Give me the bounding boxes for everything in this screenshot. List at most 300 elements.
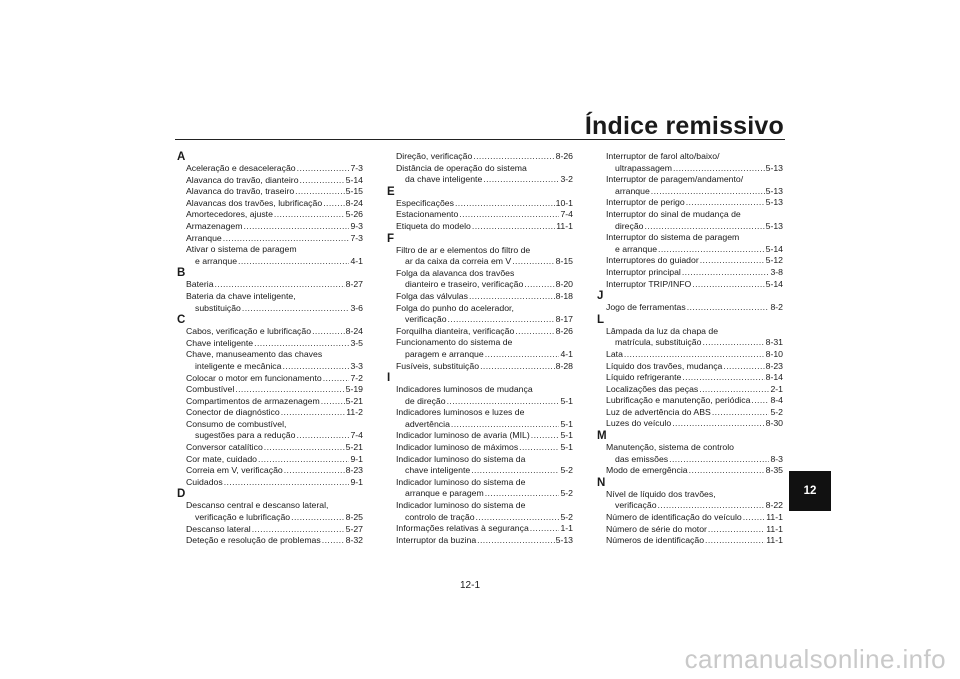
index-entry-page: 5-13: [765, 220, 783, 231]
dot-leader: [682, 372, 764, 384]
index-entry-text: controlo de tração: [405, 511, 475, 522]
dot-leader: [476, 512, 560, 524]
index-entry-page: 8-25: [345, 512, 363, 523]
index-entry-page: 2-1: [770, 383, 783, 394]
dot-leader: [682, 267, 770, 279]
index-entry[interactable]: [387, 151, 573, 163]
dot-leader: [519, 442, 559, 454]
index-entry-text: Interruptor TRIP/INFO: [606, 278, 692, 289]
index-entry-page: 11-2: [346, 407, 363, 418]
index-entry[interactable]: [177, 279, 363, 291]
index-entry-text: inteligente e mecânica: [195, 360, 282, 371]
index-entry-page: 5-1: [560, 442, 573, 453]
dot-leader: [686, 197, 765, 209]
dot-leader: [705, 535, 765, 547]
index-entry[interactable]: [597, 361, 783, 373]
index-entry-text: verificação: [615, 500, 657, 511]
dot-leader: [515, 326, 554, 338]
index-entry[interactable]: [387, 407, 573, 430]
index-entry[interactable]: [597, 349, 783, 361]
title-divider: [175, 139, 785, 140]
index-entry-page: 5-21: [345, 395, 363, 406]
index-entry-page: 8-15: [555, 256, 573, 267]
index-entry[interactable]: [597, 267, 783, 279]
index-entry[interactable]: [387, 209, 573, 221]
index-column-3: [597, 151, 783, 547]
index-entry-page: 8-3: [770, 453, 783, 464]
dot-leader: [312, 326, 345, 338]
dot-leader: [689, 465, 765, 477]
dot-leader: [258, 454, 349, 466]
index-entry-page: 4-1: [560, 348, 573, 359]
index-entry-text: Colocar o motor em funcionamento: [186, 372, 322, 383]
index-entry-text: e arranque: [615, 243, 658, 254]
index-entry-text: Jogo de ferramentas: [606, 302, 686, 313]
dot-leader: [687, 302, 770, 314]
index-entry[interactable]: [177, 524, 363, 536]
dot-leader: [215, 279, 345, 291]
index-entry-text: Cuidados: [186, 476, 223, 487]
index-entry-text: das emissões: [615, 453, 669, 464]
index-entry-page: 8-31: [765, 337, 783, 348]
index-entry-page: 5-19: [345, 384, 363, 395]
index-entry[interactable]: [177, 198, 363, 210]
index-entry-text: Interruptor principal: [606, 266, 681, 277]
index-entry[interactable]: [597, 535, 783, 547]
dot-leader: [323, 373, 350, 385]
index-entry[interactable]: [177, 175, 363, 187]
dot-leader: [242, 303, 350, 315]
index-entry-page: 9-1: [350, 453, 363, 464]
index-entry-page: 5-13: [765, 162, 783, 173]
index-entry[interactable]: [177, 396, 363, 408]
index-entry-page: 11-1: [766, 523, 783, 534]
dot-leader: [473, 151, 554, 163]
dot-leader: [469, 291, 555, 303]
dot-leader: [658, 244, 765, 256]
dot-leader: [455, 198, 555, 210]
dot-leader: [235, 384, 344, 396]
index-entry-text: de direção: [405, 395, 446, 406]
index-entry-text: Luzes do veículo: [606, 418, 672, 429]
index-entry-text: Alavanca do travão, traseiro: [186, 186, 295, 197]
index-entry-text: verificação e lubrificação: [195, 512, 291, 523]
index-entry[interactable]: [387, 163, 573, 186]
index-entry-page: 11-1: [766, 535, 783, 546]
index-entry[interactable]: [177, 407, 363, 419]
index-entry[interactable]: [177, 186, 363, 198]
index-letter-heading: M: [597, 430, 607, 443]
index-entry-page: 8-4: [770, 395, 783, 406]
index-entry-page: 8-30: [765, 418, 783, 429]
dot-leader: [254, 338, 349, 350]
index-entry-page: 8-32: [345, 535, 363, 546]
index-entry-page: 8-20: [555, 279, 573, 290]
index-entry[interactable]: [387, 535, 573, 547]
dot-leader: [291, 512, 344, 524]
index-entry-text: Consumo de combustível,: [186, 418, 287, 429]
dot-leader: [451, 419, 560, 431]
index-entry[interactable]: [177, 163, 363, 175]
index-entry-text: Forquilha dianteira, verificação: [396, 325, 515, 336]
index-entry[interactable]: [387, 500, 573, 523]
index-entry[interactable]: [177, 326, 363, 338]
dot-leader: [700, 255, 765, 267]
index-entry-page: 3-5: [350, 337, 363, 348]
index-entry-page: 9-1: [350, 476, 363, 487]
index-entry-page: 5-2: [560, 511, 573, 522]
index-entry-page: 5-1: [560, 418, 573, 429]
dot-leader: [723, 361, 764, 373]
dot-leader: [531, 430, 560, 442]
index-entry[interactable]: [597, 418, 783, 430]
index-entry-text: Número de identificação do veículo: [606, 512, 742, 523]
index-entry[interactable]: [387, 291, 573, 303]
index-letter-heading: L: [597, 313, 605, 326]
index-entry-page: 5-2: [560, 465, 573, 476]
index-entry-text: arranque: [615, 185, 650, 196]
index-entry-text: Indicador luminoso do sistema da: [396, 453, 526, 464]
index-entry[interactable]: [177, 221, 363, 233]
index-entry-text: Líquido refrigerante: [606, 372, 682, 383]
index-entry[interactable]: [597, 174, 783, 197]
index-entry-page: 3-2: [560, 174, 573, 185]
index-entry-page: 8-23: [345, 465, 363, 476]
index-entry-text: Lâmpada da luz da chapa de: [606, 325, 719, 336]
index-entry-page: 9-3: [350, 220, 363, 231]
index-entry[interactable]: [597, 151, 783, 174]
dot-leader: [743, 512, 766, 524]
index-entry[interactable]: [597, 384, 783, 396]
dot-leader: [692, 279, 764, 291]
dot-leader: [244, 221, 350, 233]
index-entry[interactable]: [177, 500, 363, 523]
index-entry-text: Ativar o sistema de paragem: [186, 244, 297, 255]
index-entry-text: Descanso central e descanso lateral,: [186, 500, 329, 511]
index-entry[interactable]: [387, 337, 573, 360]
index-entry-text: arranque e paragem: [405, 488, 484, 499]
index-entry-text: Cor mate, cuidado: [186, 453, 257, 464]
index-entry-text: Manutenção, sistema de controlo: [606, 442, 734, 453]
index-entry[interactable]: [597, 442, 783, 465]
index-entry-page: 8-35: [765, 465, 783, 476]
dot-leader: [223, 233, 350, 245]
index-entry-text: Modo de emergência: [606, 465, 688, 476]
index-entry-text: Etiqueta do modelo: [396, 220, 471, 231]
index-letter-heading: E: [387, 185, 395, 198]
index-entry[interactable]: [177, 535, 363, 547]
index-entry-page: 8-14: [765, 372, 783, 383]
dot-leader: [702, 337, 764, 349]
index-entry-page: 8-10: [765, 348, 783, 359]
index-entry-text: Filtro de ar e elementos do filtro de: [396, 244, 531, 255]
index-entry[interactable]: [177, 419, 363, 442]
index-entry-text: e arranque: [195, 255, 238, 266]
index-entry-text: Nível de líquido dos travões,: [606, 488, 716, 499]
dot-leader: [530, 523, 560, 535]
dot-leader: [224, 477, 350, 489]
index-entry-text: advertência: [405, 418, 450, 429]
index-entry-text: Interruptores do guiador: [606, 255, 699, 266]
index-entry-text: Folga da alavanca dos travões: [396, 267, 515, 278]
index-entry-page: 7-4: [560, 209, 573, 220]
index-entry-text: Indicador luminoso do sistema de: [396, 500, 526, 511]
index-entry[interactable]: [597, 512, 783, 524]
dot-leader: [651, 186, 765, 198]
index-column-1: [177, 151, 363, 547]
index-entry-text: substituição: [195, 302, 241, 313]
index-entry-text: sugestões para a redução: [195, 430, 296, 441]
index-entry-text: Líquido dos travões, mudança: [606, 360, 723, 371]
index-entry-text: Distância de operação do sistema: [396, 162, 527, 173]
index-entry[interactable]: [597, 232, 783, 255]
index-entry-text: Indicadores luminosos de mudança: [396, 384, 533, 395]
index-entry-page: 8-2: [770, 302, 783, 313]
watermark: carmanualsonline.info: [684, 644, 946, 674]
index-entry[interactable]: [387, 454, 573, 477]
index-entry[interactable]: [387, 361, 573, 373]
index-entry[interactable]: [177, 338, 363, 350]
dot-leader: [471, 465, 559, 477]
index-entry-text: matrícula, substituição: [615, 337, 702, 348]
index-entry-text: Números de identificação: [606, 535, 705, 546]
index-entry-page: 8-17: [555, 314, 573, 325]
index-entry-page: 4-1: [350, 255, 363, 266]
index-entry-text: Arranque: [186, 232, 222, 243]
index-entry-page: 8-24: [345, 197, 363, 208]
index-entry-text: Interruptor do sistema de paragem: [606, 232, 740, 243]
dot-leader: [284, 465, 345, 477]
index-entry[interactable]: [597, 372, 783, 384]
page-title: Índice remissivo: [584, 112, 784, 140]
index-entry-text: Interruptor do sinal de mudança de: [606, 208, 741, 219]
index-entry-text: Interruptor de farol alto/baixo/: [606, 151, 720, 161]
index-letter-heading: J: [597, 290, 604, 303]
dot-leader: [708, 524, 765, 536]
index-entry[interactable]: [387, 245, 573, 268]
index-entry-page: 7-3: [350, 163, 363, 173]
index-entry[interactable]: [177, 244, 363, 267]
index-entry-page: 3-8: [770, 266, 783, 277]
dot-leader: [485, 349, 560, 361]
index-entry-text: Folga do punho do acelerador,: [396, 302, 514, 313]
dot-leader: [447, 396, 560, 408]
dot-leader: [712, 407, 770, 419]
dot-leader: [669, 454, 769, 466]
index-entry[interactable]: [597, 255, 783, 267]
index-entry-text: Lubrificação e manutenção, periódica: [606, 395, 751, 406]
index-letter-heading: B: [177, 267, 186, 280]
dot-leader: [238, 256, 349, 268]
index-entry-text: Interruptor da buzina: [396, 534, 477, 545]
dot-leader: [282, 361, 349, 373]
index-entry-page: 7-2: [350, 372, 363, 383]
index-entry-page: 1-1: [560, 523, 573, 534]
index-entry-text: Alavancas dos travões, lubrificação: [186, 197, 323, 208]
dot-leader: [281, 407, 346, 419]
index-entry-page: 5-2: [560, 488, 573, 499]
dot-leader: [485, 488, 560, 500]
index-entry-page: 8-28: [555, 360, 573, 371]
index-entry-page: 8-22: [765, 500, 783, 511]
index-letter-heading: I: [387, 372, 391, 385]
dot-leader: [512, 256, 554, 268]
index-entry[interactable]: [597, 197, 783, 209]
index-entry-page: 3-6: [350, 302, 363, 313]
index-entry-text: Compartimentos de armazenagem: [186, 395, 320, 406]
dot-leader: [323, 198, 344, 210]
index-entry[interactable]: [177, 373, 363, 385]
index-letter-heading: C: [177, 314, 186, 327]
dot-leader: [459, 209, 559, 221]
index-entry-text: dianteiro e traseiro, verificação: [405, 279, 524, 290]
index-entry-page: 8-24: [345, 326, 363, 337]
index-entry-page: 8-23: [765, 360, 783, 371]
index-entry-text: direção: [615, 220, 644, 231]
index-entry-text: Bateria: [186, 279, 214, 290]
index-entry-text: Conversor catalítico: [186, 442, 263, 453]
index-entry-page: 5-2: [770, 406, 783, 417]
index-entry[interactable]: [387, 221, 573, 233]
index-entry-text: Especificações: [396, 197, 454, 208]
index-entry[interactable]: [177, 442, 363, 454]
index-entry[interactable]: [387, 326, 573, 338]
dot-leader: [321, 396, 345, 408]
index-entry[interactable]: [597, 279, 783, 291]
dot-leader: [645, 221, 765, 233]
dot-leader: [274, 209, 345, 221]
index-entry-text: Correia em V, verificação: [186, 465, 283, 476]
dot-leader: [472, 221, 555, 233]
index-entry-page: 8-27: [345, 279, 363, 290]
index-letter-heading: D: [177, 488, 186, 501]
index-entry-text: Cabos, verificação e lubrificação: [186, 326, 312, 337]
index-entry[interactable]: [597, 302, 783, 314]
chapter-tab[interactable]: 12: [789, 471, 831, 511]
index-entry[interactable]: [177, 209, 363, 221]
dot-leader: [658, 500, 765, 512]
dot-leader: [524, 279, 554, 291]
index-entry-text: chave inteligente: [405, 465, 471, 476]
index-entry-text: Direção, verificação: [396, 151, 473, 161]
index-entry[interactable]: [597, 326, 783, 349]
index-entry-page: 5-13: [555, 534, 573, 545]
index-entry-page: 5-21: [345, 442, 363, 453]
index-columns: [177, 151, 783, 571]
index-column-2: [387, 151, 573, 546]
index-entry-page: 5-13: [765, 197, 783, 208]
index-entry-text: Interruptor de perigo: [606, 197, 685, 208]
index-entry[interactable]: [597, 524, 783, 536]
index-entry-text: Amortecedores, ajuste: [186, 209, 273, 220]
index-entry-text: Indicadores luminosos e luzes de: [396, 407, 525, 418]
index-entry-text: Descanso lateral: [186, 523, 251, 534]
index-entry-text: Aceleração e desaceleração: [186, 163, 296, 173]
index-entry-page: 5-15: [345, 186, 363, 197]
index-entry[interactable]: [387, 268, 573, 291]
dot-leader: [297, 163, 350, 175]
dot-leader: [252, 524, 345, 536]
dot-leader: [295, 186, 344, 198]
index-entry-text: Informações relativas à segurança: [396, 523, 529, 534]
index-entry[interactable]: [177, 465, 363, 477]
index-entry-text: Folga das válvulas: [396, 290, 468, 301]
index-entry[interactable]: [387, 442, 573, 454]
index-entry-text: Deteção e resolução de problemas: [186, 535, 321, 546]
index-entry-text: Bateria da chave inteligente,: [186, 290, 296, 301]
index-entry[interactable]: [387, 303, 573, 326]
index-entry-text: Interruptor de paragem/andamento/: [606, 174, 744, 185]
index-entry-text: Armazenagem: [186, 220, 243, 231]
index-entry[interactable]: [177, 291, 363, 314]
index-entry-text: Indicador luminoso do sistema de: [396, 476, 526, 487]
index-entry[interactable]: [597, 489, 783, 512]
index-entry[interactable]: [387, 198, 573, 210]
index-entry-text: Estacionamento: [396, 209, 459, 220]
index-entry[interactable]: [177, 349, 363, 372]
dot-leader: [477, 535, 554, 547]
index-entry-text: Alavanca do travão, dianteiro: [186, 174, 299, 185]
index-entry-page: 5-1: [560, 430, 573, 441]
index-entry-page: 5-27: [345, 523, 363, 534]
dot-leader: [483, 174, 559, 186]
index-entry-page: 8-26: [555, 151, 573, 161]
index-entry[interactable]: [387, 523, 573, 535]
index-entry-page: 5-26: [345, 209, 363, 220]
page-number: 12-1: [460, 580, 481, 591]
index-entry-page: 5-14: [345, 174, 363, 185]
index-entry[interactable]: [387, 384, 573, 407]
dot-leader: [480, 361, 555, 373]
index-entry-text: Conector de diagnóstico: [186, 407, 280, 418]
index-entry-text: Número de série do motor: [606, 523, 707, 534]
index-entry-text: Chave inteligente: [186, 337, 254, 348]
dot-leader: [322, 535, 345, 547]
index-entry-page: 5-1: [560, 395, 573, 406]
index-entry-text: Localizações das peças: [606, 383, 699, 394]
index-entry[interactable]: [177, 454, 363, 466]
index-entry-text: Indicador luminoso de avaria (MIL): [396, 430, 530, 441]
dot-leader: [296, 430, 349, 442]
index-entry[interactable]: [387, 430, 573, 442]
index-entry[interactable]: [177, 477, 363, 489]
index-letter-heading: A: [177, 151, 186, 163]
index-entry-text: Luz de advertência do ABS: [606, 406, 711, 417]
index-entry-text: da chave inteligente: [405, 174, 483, 185]
index-entry[interactable]: [597, 395, 783, 407]
index-entry[interactable]: [597, 407, 783, 419]
index-entry[interactable]: [177, 384, 363, 396]
index-entry[interactable]: [597, 209, 783, 232]
index-entry-page: 5-12: [765, 255, 783, 266]
index-entry-page: 7-4: [350, 430, 363, 441]
index-entry-text: ultrapassagem: [615, 162, 672, 173]
index-letter-heading: N: [597, 476, 606, 489]
index-entry[interactable]: [597, 465, 783, 477]
index-entry-page: 8-26: [555, 325, 573, 336]
index-entry-page: 5-14: [765, 243, 783, 254]
dot-leader: [300, 175, 345, 187]
index-entry-page: 10-1: [555, 197, 573, 208]
index-entry-text: Indicador luminoso de máximos: [396, 442, 519, 453]
index-entry-page: 11-1: [556, 220, 573, 231]
dot-leader: [751, 395, 769, 407]
dot-leader: [699, 384, 769, 396]
index-entry[interactable]: [177, 233, 363, 245]
index-entry[interactable]: [387, 477, 573, 500]
index-entry-page: 5-14: [765, 278, 783, 289]
index-entry-text: paragem e arranque: [405, 348, 484, 359]
